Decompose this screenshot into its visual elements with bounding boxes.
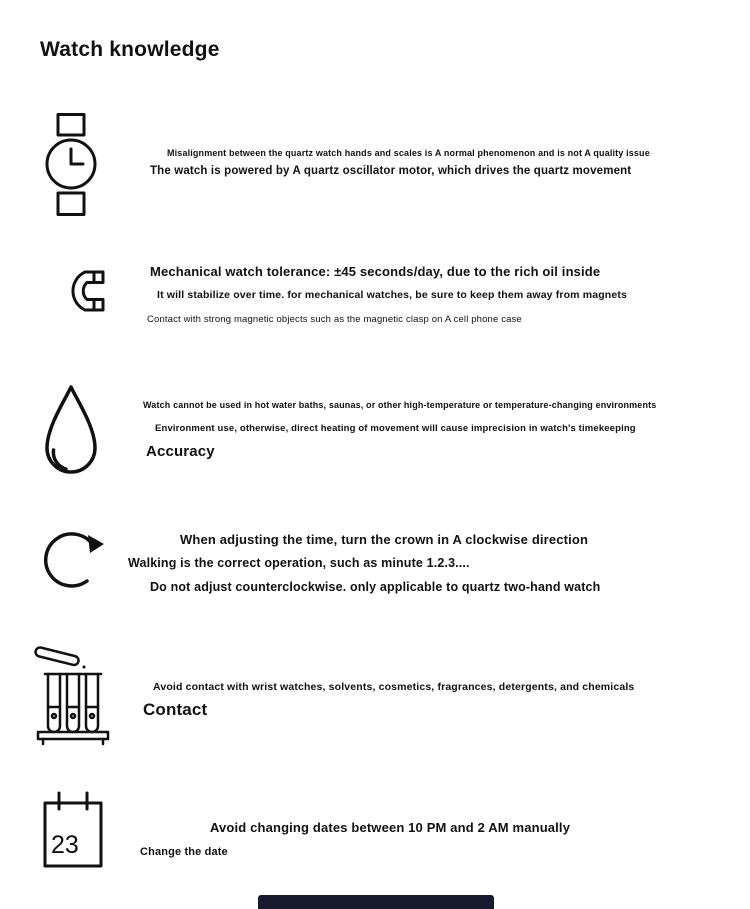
calendar-day: 23 [51,831,79,859]
section-line: Avoid changing dates between 10 PM and 2 AM manually [210,820,571,835]
test-tubes-icon [34,643,112,746]
section-line: Contact with strong magnetic objects such as the magnetic clasp on A cell phone case [147,314,522,325]
section-line: Environment use, otherwise, direct heating of movement will cause imprecision in watch's timekeeping [155,423,636,434]
water-drop-icon [40,383,102,481]
rotate-clockwise-icon [42,521,106,595]
magnet-icon [40,262,106,320]
section-line: It will stabilize over time. for mechanical watches, be sure to keep them away from magnets [157,289,627,301]
page-title: Watch knowledge [40,38,220,61]
footer-bar [258,895,494,909]
section-line: When adjusting the time, turn the crown in A clockwise direction [180,532,589,547]
section-line: Do not adjust counterclockwise. only applicable to quartz two-hand watch [150,580,601,594]
section-line: The watch is powered by A quartz oscillator motor, which drives the quartz movement [150,165,632,177]
section-heading: Contact [143,700,208,719]
calendar-icon [42,790,104,870]
section-line: Misalignment between the quartz watch hands and scales is A normal phenomenon and is not A quality issue [167,148,650,158]
section-line: Watch cannot be used in hot water baths, saunas, or other high-temperature or temperature-changing environments [143,400,657,410]
section-line: Avoid contact with wrist watches, solvents, cosmetics, fragrances, detergents, and chemicals [153,681,635,693]
section-line: Mechanical watch tolerance: ±45 seconds/day, due to the rich oil inside [150,264,601,279]
section-line: Change the date [140,846,228,858]
section-line: Walking is the correct operation, such as minute 1.2.3.... [128,556,470,570]
wristwatch-icon [42,112,100,217]
section-heading: Accuracy [146,443,215,460]
